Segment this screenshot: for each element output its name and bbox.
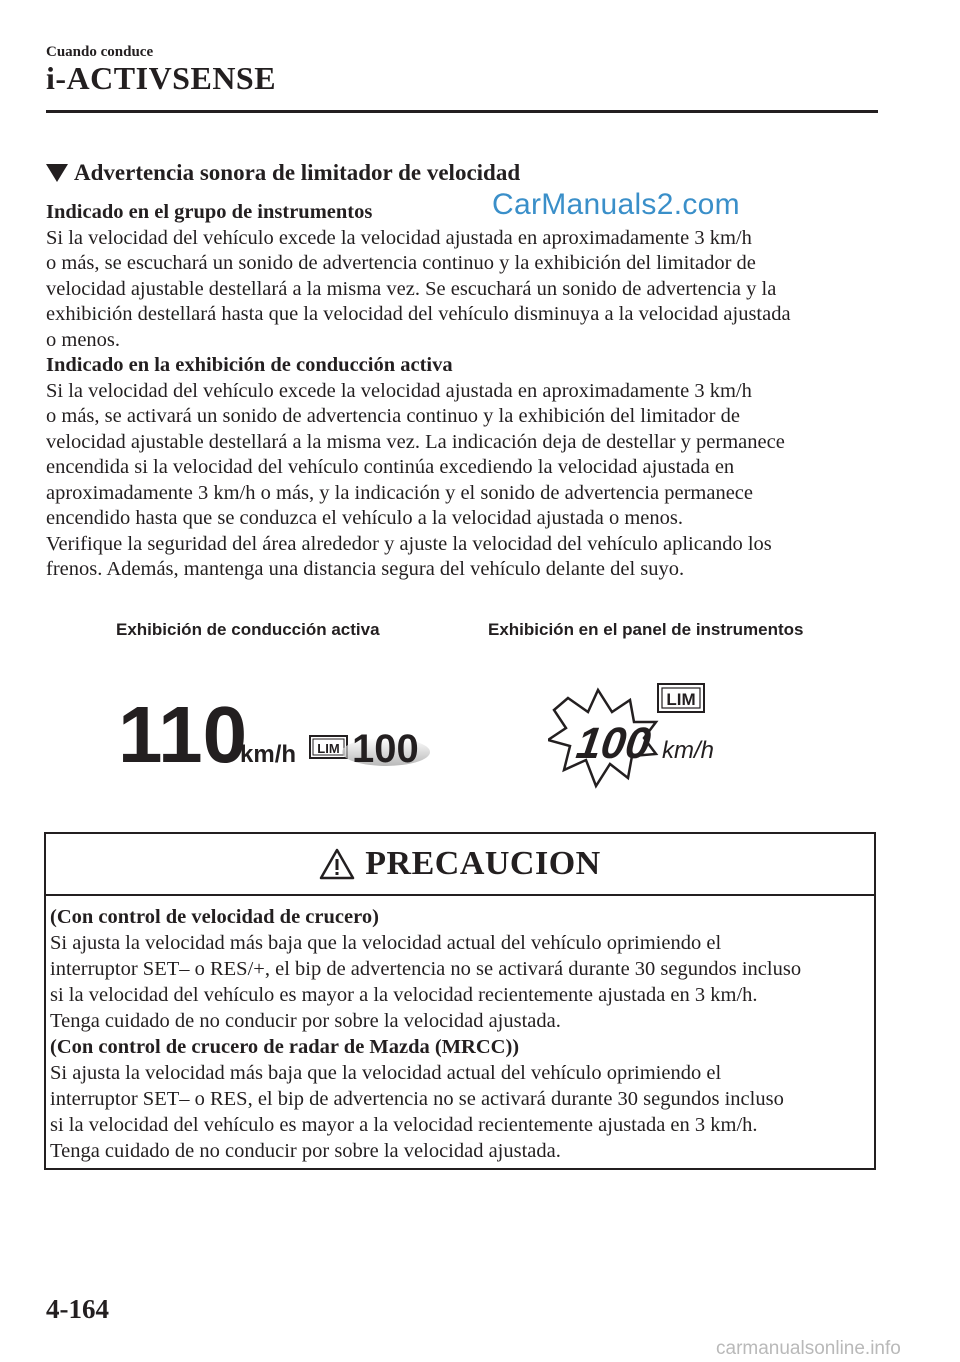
text-line: Si la velocidad del vehículo excede la velocidad ajustada en aproximadamente 3 km/h [46,226,752,249]
subheading: (Con control de velocidad de crucero) [50,906,379,928]
warning-triangle-icon [319,848,355,880]
text-line: o más, se activará un sonido de advertencia continuo y la exhibición del limitador de [46,405,740,427]
lim-badge-label: LIM [666,690,696,709]
text-line: aproximadamente 3 km/h o más, y la indicación y el sonido de advertencia permanece [46,481,753,504]
subheading: (Con control de crucero de radar de Mazda (MRCC)) [50,1036,520,1058]
triangle-down-icon [46,164,68,182]
text-line: velocidad ajustable destellará a la misma vez. La indicación deja de destellar y permanece [46,430,785,453]
chapter-title: i-ACTIVSENSE [46,60,277,96]
text-line: Si ajusta la velocidad más baja que la velocidad actual del vehículo oprimiendo el [50,1062,722,1084]
active-driving-display-figure [118,686,448,776]
body-text [46,200,876,583]
caution-header [46,834,874,896]
text-line: si la velocidad del vehículo es mayor a la velocidad recientemente ajustada en 3 km/h. [50,984,758,1006]
text-line: encendido hasta que se conduzca el vehículo a la velocidad ajustada o menos. [46,507,683,529]
section-heading-text: Advertencia sonora de limitador de velocidad [74,160,521,185]
figure-caption-left: Exhibición de conducción activa [116,620,380,639]
lim-badge-label: LIM [317,741,340,756]
text-line: encendida si la velocidad del vehículo continúa excediendo la velocidad ajustada en [46,456,735,478]
text-line: interruptor SET– o RES, el bip de advertencia no se activará durante 30 segundos incluso [50,1088,784,1110]
text-line: exhibición destellará hasta que la velocidad del vehículo disminuya a la velocidad ajustada [46,303,791,325]
set-limit-value: 100 [573,719,654,768]
watermark: CarManuals2.com [492,188,740,221]
figure-caption-right: Exhibición en el panel de instrumentos [488,620,804,639]
text-line: Si ajusta la velocidad más baja que la velocidad actual del vehículo oprimiendo el [50,932,722,954]
text-line: interruptor SET– o RES/+, el bip de advertencia no se activará durante 30 segundos incluso [50,958,802,980]
text-line: Si la velocidad del vehículo excede la velocidad ajustada en aproximadamente 3 km/h [46,379,752,402]
caution-title: PRECAUCION [365,845,601,882]
text-line: Tenga cuidado de no conducir por sobre la velocidad ajustada. [50,1010,561,1032]
text-line: Tenga cuidado de no conducir por sobre la velocidad ajustada. [50,1140,561,1162]
speed-unit-label: km/h [662,737,715,764]
set-limit-value: 100 [352,727,419,771]
text-line: frenos. Además, mantenga una distancia segura del vehículo delante del suyo. [46,558,685,580]
speed-unit-label: km/h [240,741,297,768]
page-number: 4-164 [46,1294,109,1324]
header-divider [46,110,878,113]
text-line: Verifique la seguridad del área alrededor y ajuste la velocidad del vehículo aplicando los [46,532,772,555]
text-line: o menos. [46,328,121,351]
section-heading [46,160,520,186]
section-label: Cuando conduce [46,44,154,60]
instrument-panel-display-figure [548,678,738,793]
text-line: o más, se escuchará un sonido de advertencia continuo y la exhibición del limitador de [46,252,756,274]
caution-box [44,832,876,1170]
text-line: si la velocidad del vehículo es mayor a la velocidad recientemente ajustada en 3 km/h. [50,1114,758,1136]
site-watermark: carmanualsonline.info [716,1338,901,1359]
text-line: velocidad ajustable destellará a la misma vez. Se escuchará un sonido de advertencia y la [46,277,777,300]
subheading: Indicado en el grupo de instrumentos [46,201,373,223]
current-speed-value: 110 [118,690,248,776]
subheading: Indicado en la exhibición de conducción activa [46,354,453,376]
caution-text [50,904,872,1164]
